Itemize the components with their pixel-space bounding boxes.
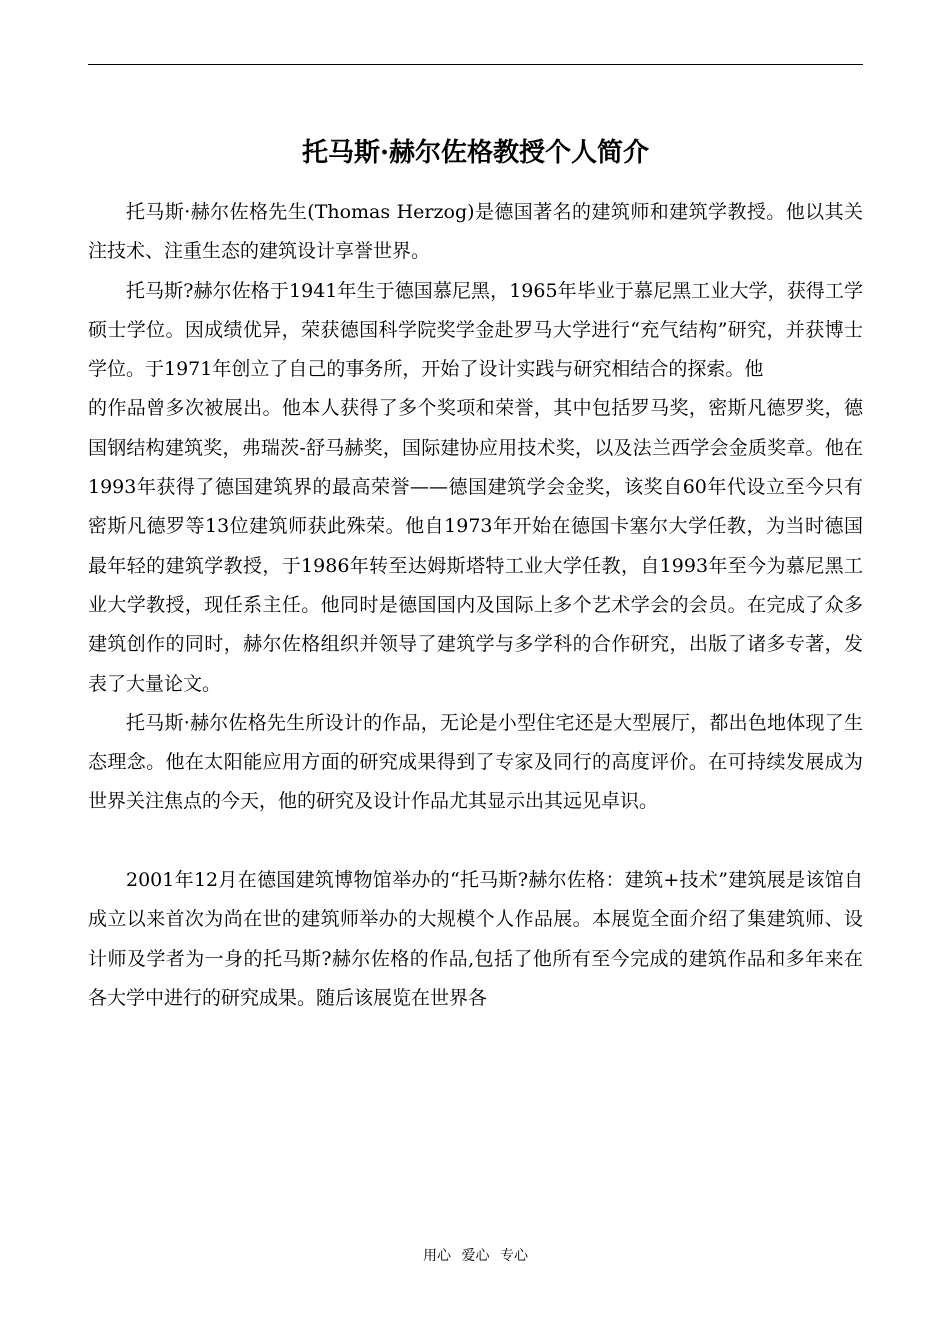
document-title: 托马斯·赫尔佐格教授个人简介: [301, 138, 650, 168]
paragraph-awards: 的作品曾多次被展出。他本人获得了多个奖项和荣誉，其中包括罗马奖，密斯凡德罗奖，德国钢结构建筑奖，弗瑞茨-舒马赫奖，国际建协应用技术奖，以及法兰西学会金质奖章。他在1993年获得了德国建筑界的最高荣誉——德国建筑学会金奖，该奖自60年代设立至今只有密斯凡德罗等13位建筑师获此殊荣。他自1973年开始在德国卡塞尔大学任教，为当时德国最年轻的建筑学教授，于1986年转至达姆斯塔特工业大学任教，自1993年至今为慕尼黑工业大学教授，现任系主任。他同时是德国国内及国际上多个艺术学会的会员。在完成了众多建筑创作的同时，赫尔佐格组织并领导了建筑学与多学科的合作研究，出版了诸多专著，发表了大量论文。: [88, 397, 863, 695]
paragraph-intro: 托马斯·赫尔佐格先生(Thomas Herzog)是德国著名的建筑师和建筑学教授。他以其关注技术、注重生态的建筑设计享誉世界。: [88, 201, 863, 263]
paragraph-biography: 托马斯?赫尔佐格于1941年生于德国慕尼黑，1965年毕业于慕尼黑工业大学，获得工学硕士学位。因成绩优异，荣获德国科学院奖学金赴罗马大学进行“充气结构”研究，并获博士学位。于1971年创立了自己的事务所，开始了设计实践与研究相结合的探索。他: [88, 279, 863, 381]
header-rule: [88, 64, 863, 65]
paragraph-ecology: 托马斯·赫尔佐格先生所设计的作品，无论是小型住宅还是大型展厅，都出色地体现了生态理念。他在太阳能应用方面的研究成果得到了专家及同行的高度评价。在可持续发展成为世界关注焦点的今天，他的研究及设计作品尤其显示出其远见卓识。: [88, 711, 863, 813]
paragraph-exhibition: 2001年12月在德国建筑博物馆举办的“托马斯?赫尔佐格：建筑+技术”建筑展是该馆自成立以来首次为尚在世的建筑师举办的大规模个人作品展。本展览全面介绍了集建筑师、设计师及学者为一身的托马斯?赫尔佐格的作品,包括了他所有至今完成的建筑作品和多年来在各大学中进行的研究成果。随后该展览在世界各: [88, 869, 863, 1009]
page-footer: 用心 爱心 专心: [423, 1248, 528, 1264]
document-body: [88, 193, 863, 1018]
paragraph-spacer: [88, 822, 863, 861]
